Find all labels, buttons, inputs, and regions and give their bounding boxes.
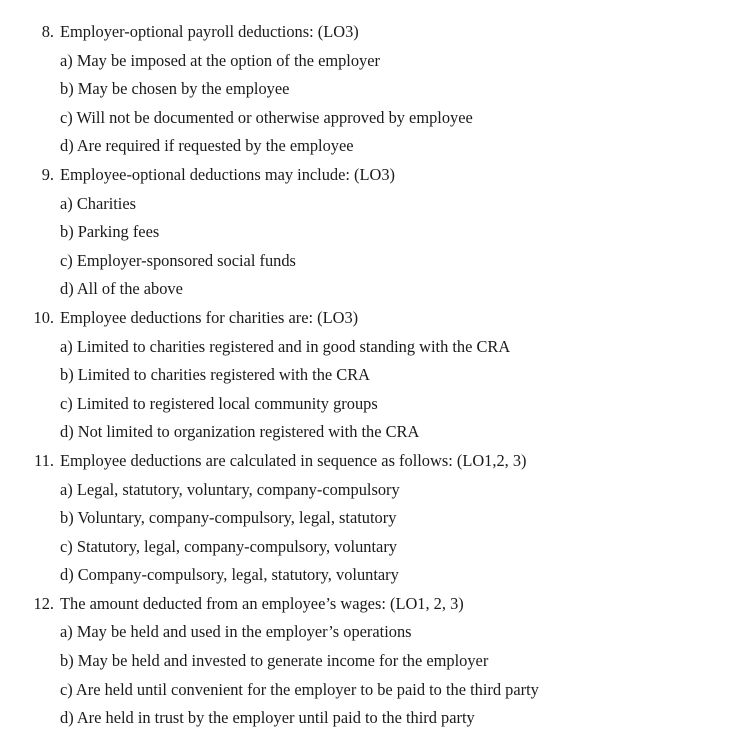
answer-option-c: c) Statutory, legal, company-compulsory, voluntary [60,536,397,556]
question-number: 9. [41,164,54,184]
question-stem [0,161,752,190]
answer-option-a: a) Limited to charities registered and in good standing with the CRA [60,336,511,356]
answer-option-b: b) Limited to charities registered with the CRA [60,365,370,385]
answer-option-c: c) Employer-sponsored social funds [60,250,296,270]
question-number: 11. [34,450,54,470]
question-number: 10. [33,307,54,327]
answer-option-d: d) Are held in trust by the employer until paid to the third party [60,708,475,728]
answer-option-d: d) Are required if requested by the employee [60,136,354,156]
question-stem [0,18,752,47]
question-number: 8. [41,22,54,41]
question-stem [0,304,752,333]
question-11 [0,447,752,590]
answer-option-b: b) May be chosen by the employee [60,79,290,99]
question-stem [0,447,752,476]
question-text: Employee deductions for charities are: (LO3) [60,307,359,327]
answer-option-a: a) May be held and used in the employer’s operations [60,622,412,642]
question-text: Employer-optional payroll deductions: (LO3) [60,22,359,41]
answer-option-c: c) Limited to registered local community groups [60,393,378,413]
answer-option-c: c) Will not be documented or otherwise approved by employee [60,107,473,127]
answer-option-d: d) All of the above [60,279,183,299]
question-text: Employee-optional deductions may include: (LO3) [60,164,396,184]
question-text: The amount deducted from an employee’s wages: (LO1, 2, 3) [60,593,464,613]
answer-option-a: a) May be imposed at the option of the employer [60,50,380,70]
question-10 [0,304,752,447]
answer-option-d: d) Not limited to organization registered with the CRA [60,422,420,442]
question-8 [0,18,752,161]
answer-option-a: a) Charities [60,193,137,213]
answer-option-d: d) Company-compulsory, legal, statutory, voluntary [60,565,399,585]
answer-option-a: a) Legal, statutory, voluntary, company-compulsory [60,479,400,499]
question-9 [0,161,752,304]
question-text: Employee deductions are calculated in sequence as follows: (LO1,2, 3) [60,450,527,470]
answer-option-b: b) Parking fees [60,222,160,242]
answer-option-b: b) May be held and invested to generate income for the employer [60,651,489,671]
question-12 [0,590,752,733]
question-list [0,18,752,733]
answer-option-b: b) Voluntary, company-compulsory, legal, statutory [60,508,397,528]
answer-option-c: c) Are held until convenient for the employer to be paid to the third party [60,679,539,699]
question-number: 12. [33,593,54,613]
question-stem [0,590,752,619]
